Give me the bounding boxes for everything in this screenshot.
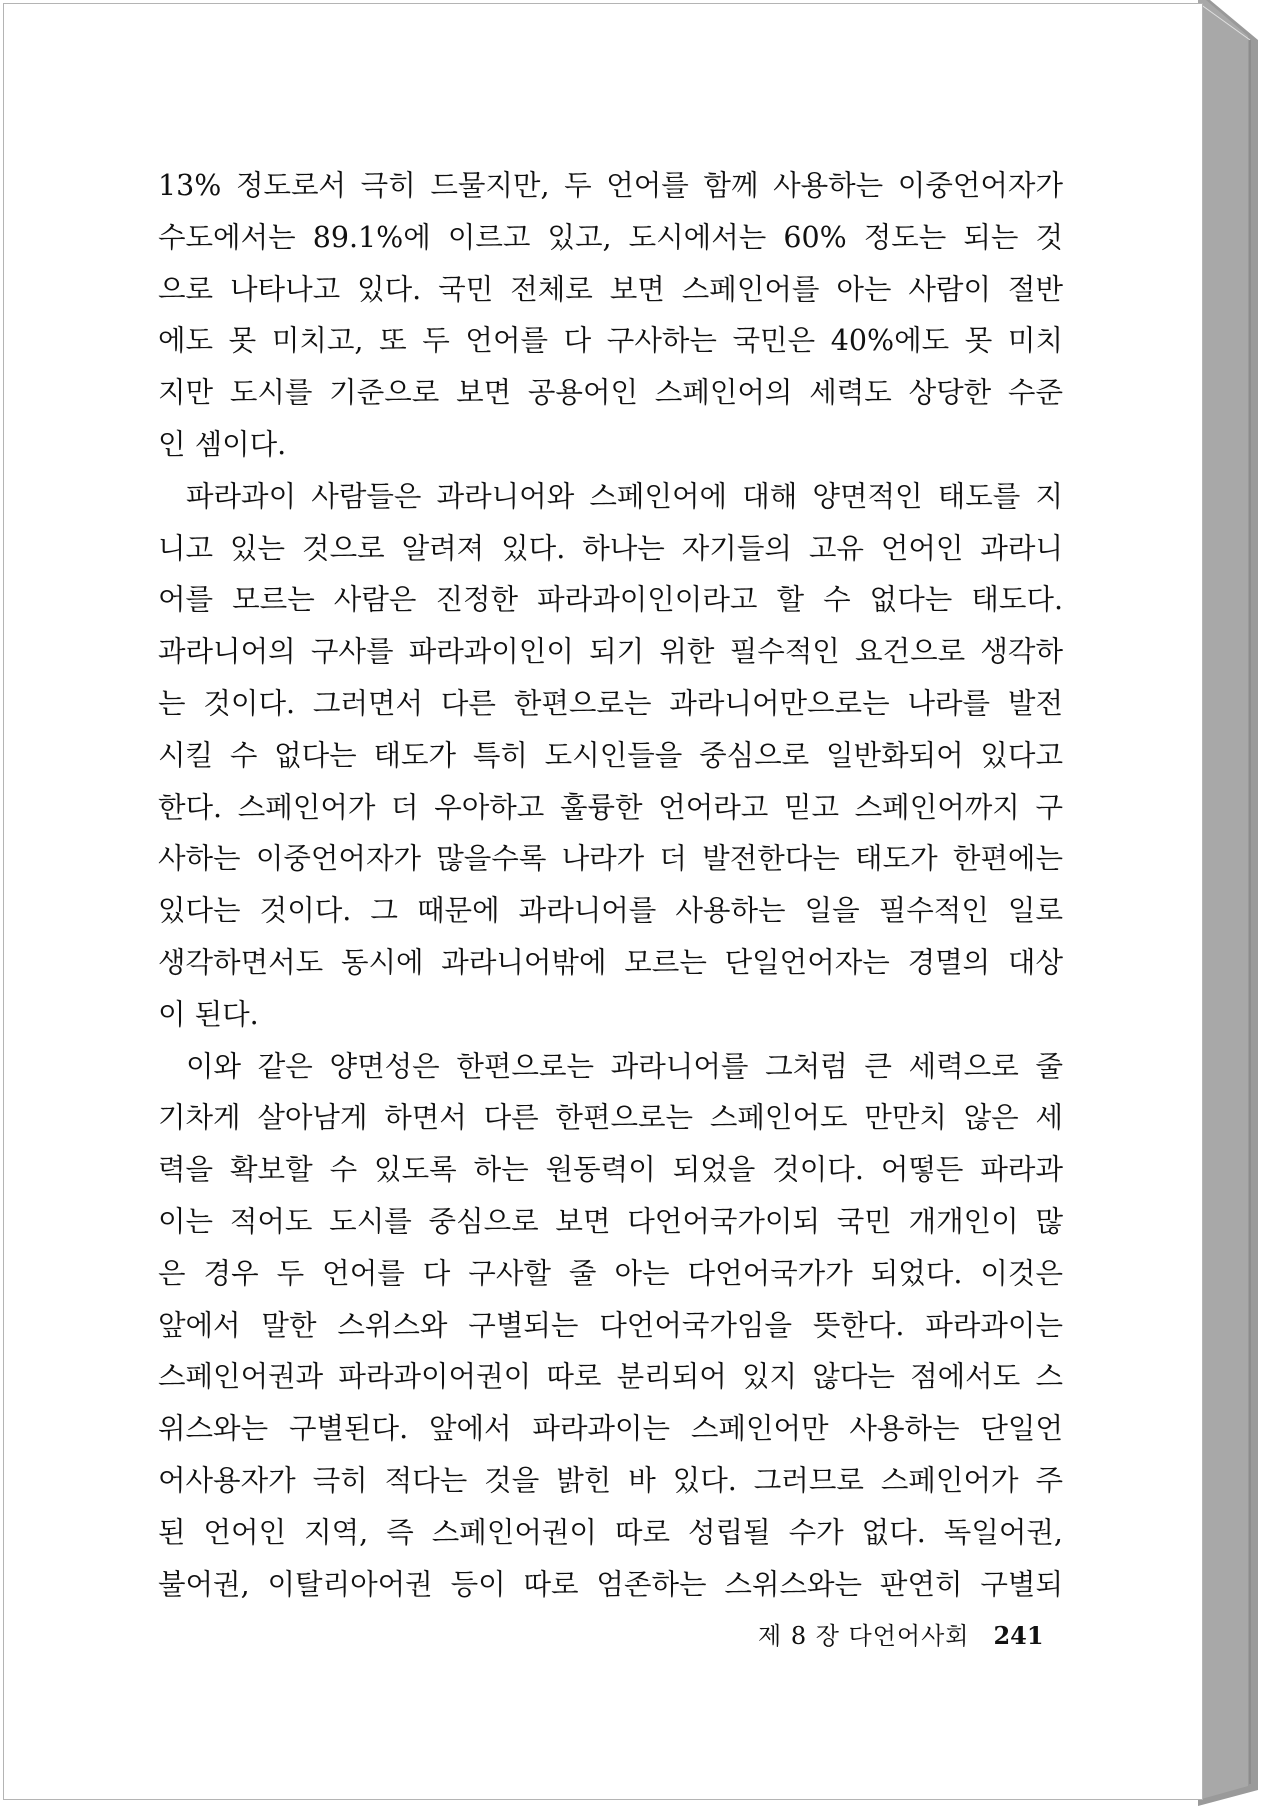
text-line: 는 것이다. 그러면서 다른 한편으로는 과라니어만으로는 나라를 발전	[158, 686, 1063, 720]
text-line: 한다. 스페인어가 더 우아하고 훌륭한 언어라고 믿고 스페인어까지 구	[158, 790, 1063, 824]
text-line: 어를 모르는 사람은 진정한 파라과이인이라고 할 수 없다는 태도다.	[158, 583, 1063, 617]
text-line: 이 된다.	[158, 997, 259, 1031]
page-footer	[758, 1616, 1044, 1651]
text-line: 이는 적어도 도시를 중심으로 보면 다언어국가이되 국민 개개인이 많	[158, 1204, 1063, 1238]
book-edge	[1198, 0, 1282, 1806]
text-line: 파라과이 사람들은 과라니어와 스페인어에 대해 양면적인 태도를 지	[186, 479, 1063, 513]
text-line: 13% 정도로서 극히 드물지만, 두 언어를 함께 사용하는 이중언어자가	[158, 169, 1063, 202]
text-line: 과라니어의 구사를 파라과이인이 되기 위한 필수적인 요건으로 생각하	[158, 635, 1063, 669]
text-line: 생각하면서도 동시에 과라니어밖에 모르는 단일언어자는 경멸의 대상	[158, 945, 1063, 979]
text-line: 에도 못 미치고, 또 두 언어를 다 구사하는 국민은 40%에도 못 미치	[158, 324, 1063, 358]
text-line: 으로 나타나고 있다. 국민 전체로 보면 스페인어를 아는 사람이 절반	[158, 272, 1063, 306]
text-line: 수도에서는 89.1%에 이르고 있고, 도시에서는 60% 정도는 되는 것	[158, 220, 1063, 254]
text-line: 사하는 이중언어자가 많을수록 나라가 더 발전한다는 태도가 한편에는	[158, 842, 1063, 876]
text-line: 이와 같은 양면성은 한편으로는 과라니어를 그처럼 큰 세력으로 줄	[186, 1049, 1063, 1083]
text-line: 위스와는 구별된다. 앞에서 파라과이는 스페인어만 사용하는 단일언	[158, 1412, 1063, 1446]
body-text	[158, 160, 1063, 1610]
text-line: 인 셈이다.	[158, 427, 287, 461]
text-line: 스페인어권과 파라과이어권이 따로 분리되어 있지 않다는 점에서도 스	[158, 1360, 1063, 1394]
text-line: 불어권, 이탈리아어권 등이 따로 엄존하는 스위스와는 판연히 구별되	[158, 1567, 1063, 1601]
text-line: 된 언어인 지역, 즉 스페인어권이 따로 성립될 수가 없다. 독일어권,	[158, 1515, 1063, 1549]
text-line: 지만 도시를 기준으로 보면 공용어인 스페인어의 세력도 상당한 수준	[158, 376, 1063, 410]
text-line: 있다는 것이다. 그 때문에 과라니어를 사용하는 일을 필수적인 일로	[158, 894, 1063, 928]
text-line: 력을 확보할 수 있도록 하는 원동력이 되었을 것이다. 어떻든 파라과	[158, 1153, 1063, 1187]
text-line: 니고 있는 것으로 알려져 있다. 하나는 자기들의 고유 언어인 과라니	[158, 531, 1063, 565]
text-line: 시킬 수 없다는 태도가 특히 도시인들을 중심으로 일반화되어 있다고	[158, 738, 1063, 772]
text-line: 은 경우 두 언어를 다 구사할 줄 아는 다언어국가가 되었다. 이것은	[158, 1256, 1063, 1290]
running-footer-chapter: 제 8 장 다언어사회	[758, 1622, 970, 1650]
page-number: 241	[993, 1621, 1044, 1650]
text-line: 어사용자가 극히 적다는 것을 밝힌 바 있다. 그러므로 스페인어가 주	[158, 1463, 1063, 1497]
text-line: 앞에서 말한 스위스와 구별되는 다언어국가임을 뜻한다. 파라과이는	[158, 1308, 1063, 1342]
text-line: 기차게 살아남게 하면서 다른 한편으로는 스페인어도 만만치 않은 세	[158, 1101, 1063, 1135]
